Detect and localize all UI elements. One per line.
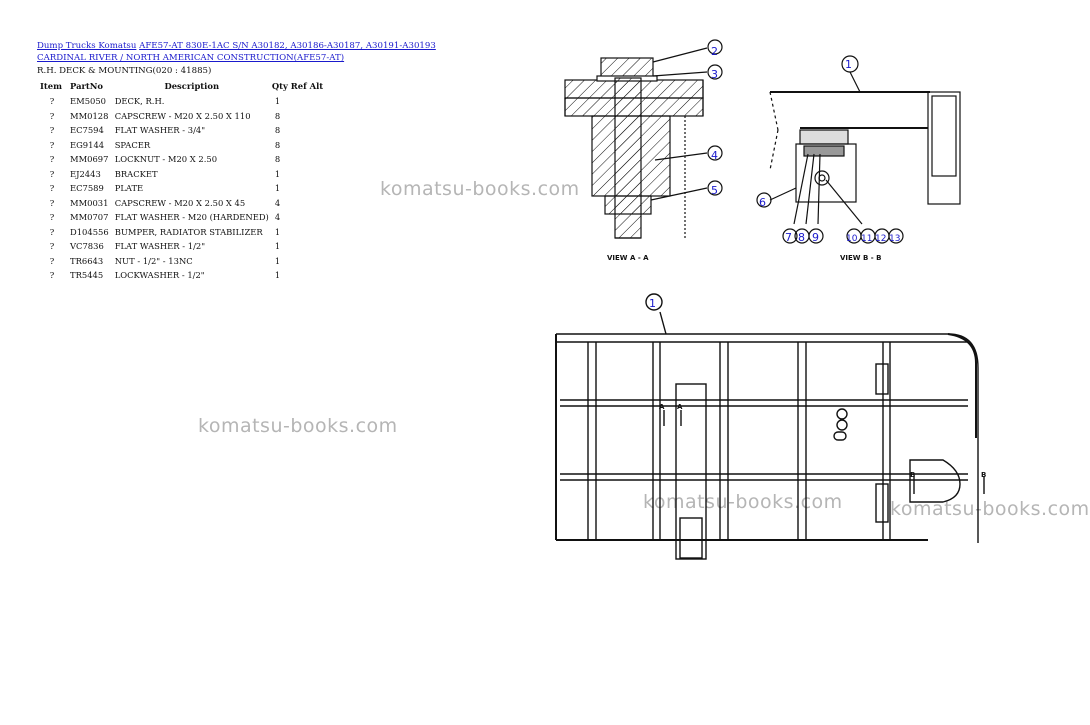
table-row: [37, 94, 323, 109]
cell-qty: 1: [274, 270, 281, 281]
cell-partno: EM5050: [70, 96, 107, 107]
cell-description: LOCKWASHER - 1/2": [114, 270, 205, 281]
cell-item: ?: [49, 241, 55, 252]
watermark: komatsu-books.com: [380, 178, 580, 200]
callout-11: 11: [861, 234, 873, 244]
table-row: [37, 225, 323, 240]
callout-5: 5: [711, 184, 718, 197]
callout-2: 2: [711, 45, 718, 58]
view-a-drawing: [545, 40, 745, 270]
callout-b1: 1: [845, 58, 852, 71]
cell-description: FLAT WASHER - M20 (HARDENED): [114, 212, 269, 223]
callout-7: 7: [785, 231, 792, 244]
parts-table: [37, 78, 323, 283]
cell-item: ?: [49, 110, 55, 121]
col-alt: Alt: [309, 81, 324, 91]
view-b-drawing: [750, 40, 970, 270]
cell-description: FLAT WASHER - 1/2": [114, 241, 206, 252]
cell-description: BUMPER, RADIATOR STABILIZER: [114, 226, 263, 237]
cell-qty: 1: [274, 183, 281, 194]
callout-9: 9: [812, 231, 819, 244]
cell-partno: D104556: [70, 226, 109, 237]
deck-plan-drawing: [548, 288, 998, 568]
watermark: komatsu-books.com: [643, 491, 843, 513]
cell-partno: MM0031: [70, 197, 109, 208]
cell-item: ?: [49, 139, 55, 150]
cell-item: ?: [49, 183, 55, 194]
cell-item: ?: [49, 255, 55, 266]
link-model[interactable]: AFE57-AT 830E-1AC S/N A30182, A30186-A30187, A30191-A30193: [139, 41, 436, 51]
callout-6: 6: [759, 196, 766, 209]
link-dump-trucks[interactable]: Dump Trucks Komatsu: [37, 41, 137, 51]
table-row: [37, 109, 323, 124]
col-ref: Ref: [290, 81, 307, 91]
callout-12: 12: [875, 234, 887, 244]
col-partno: PartNo: [70, 81, 104, 91]
cell-description: FLAT WASHER - 3/4": [114, 125, 206, 136]
cell-item: ?: [49, 197, 55, 208]
page-subtitle: R.H. DECK & MOUNTING(020 : 41885): [37, 66, 212, 76]
callout-4: 4: [711, 149, 718, 162]
table-row: [37, 152, 323, 167]
cell-partno: MM0697: [70, 154, 109, 165]
cell-qty: 1: [274, 226, 281, 237]
cell-qty: 4: [274, 212, 281, 223]
table-row: [37, 167, 323, 182]
cell-partno: TR5445: [70, 270, 104, 281]
cell-qty: 8: [274, 110, 281, 121]
callout-10: 10: [846, 234, 858, 244]
cell-qty: 8: [274, 139, 281, 150]
cell-qty: 1: [274, 96, 281, 107]
cell-item: ?: [49, 212, 55, 223]
cell-item: ?: [49, 226, 55, 237]
cell-partno: EG9144: [70, 139, 105, 150]
cell-qty: 1: [274, 241, 281, 252]
cell-qty: 8: [274, 154, 281, 165]
col-item: Item: [40, 81, 62, 91]
section-letter-a2: A: [677, 403, 683, 411]
table-row: [37, 268, 323, 283]
cell-description: CAPSCREW - M20 X 2.50 X 45: [114, 197, 246, 208]
cell-partno: VC7836: [70, 241, 104, 252]
callout-13: 13: [889, 234, 901, 244]
cell-partno: EC7589: [70, 183, 104, 194]
cell-description: SPACER: [114, 139, 151, 150]
cell-qty: 1: [274, 168, 281, 179]
cell-description: DECK, R.H.: [114, 96, 165, 107]
cell-qty: 1: [274, 255, 281, 266]
table-row: [37, 123, 323, 138]
cell-item: ?: [49, 154, 55, 165]
cell-item: ?: [49, 270, 55, 281]
cell-description: BRACKET: [114, 168, 158, 179]
cell-qty: 8: [274, 125, 281, 136]
cell-description: NUT - 1/2" - 13NC: [114, 255, 193, 266]
callout-main-1: 1: [649, 297, 656, 310]
cell-qty: 4: [274, 197, 281, 208]
cell-item: ?: [49, 168, 55, 179]
table-header-row: [37, 78, 323, 94]
view-b-caption: VIEW B - B: [840, 254, 882, 262]
cell-description: LOCKNUT - M20 X 2.50: [114, 154, 218, 165]
section-letter-b1: B: [910, 471, 916, 479]
cell-item: ?: [49, 96, 55, 107]
cell-partno: EJ2443: [70, 168, 101, 179]
table-row: [37, 210, 323, 225]
table-row: [37, 239, 323, 254]
cell-partno: TR6643: [70, 255, 104, 266]
section-letter-a1: A: [659, 403, 665, 411]
view-a-caption: VIEW A - A: [607, 254, 649, 262]
col-description: Description: [164, 81, 220, 91]
watermark: komatsu-books.com: [890, 498, 1090, 520]
col-qty: Qty: [271, 81, 288, 91]
cell-partno: MM0128: [70, 110, 109, 121]
table-row: [37, 196, 323, 211]
table-row: [37, 138, 323, 153]
section-letter-b2: B: [981, 471, 987, 479]
cell-partno: MM0707: [70, 212, 109, 223]
cell-partno: EC7594: [70, 125, 104, 136]
watermark: komatsu-books.com: [198, 415, 398, 437]
link-site[interactable]: CARDINAL RIVER / NORTH AMERICAN CONSTRUCTION(AFE57-AT): [37, 53, 345, 63]
cell-description: PLATE: [114, 183, 144, 194]
cell-description: CAPSCREW - M20 X 2.50 X 110: [114, 110, 251, 121]
callout-8: 8: [798, 231, 805, 244]
table-row: [37, 254, 323, 269]
table-row: [37, 181, 323, 196]
cell-item: ?: [49, 125, 55, 136]
header-breadcrumb: [37, 40, 436, 64]
callout-3: 3: [711, 68, 718, 81]
